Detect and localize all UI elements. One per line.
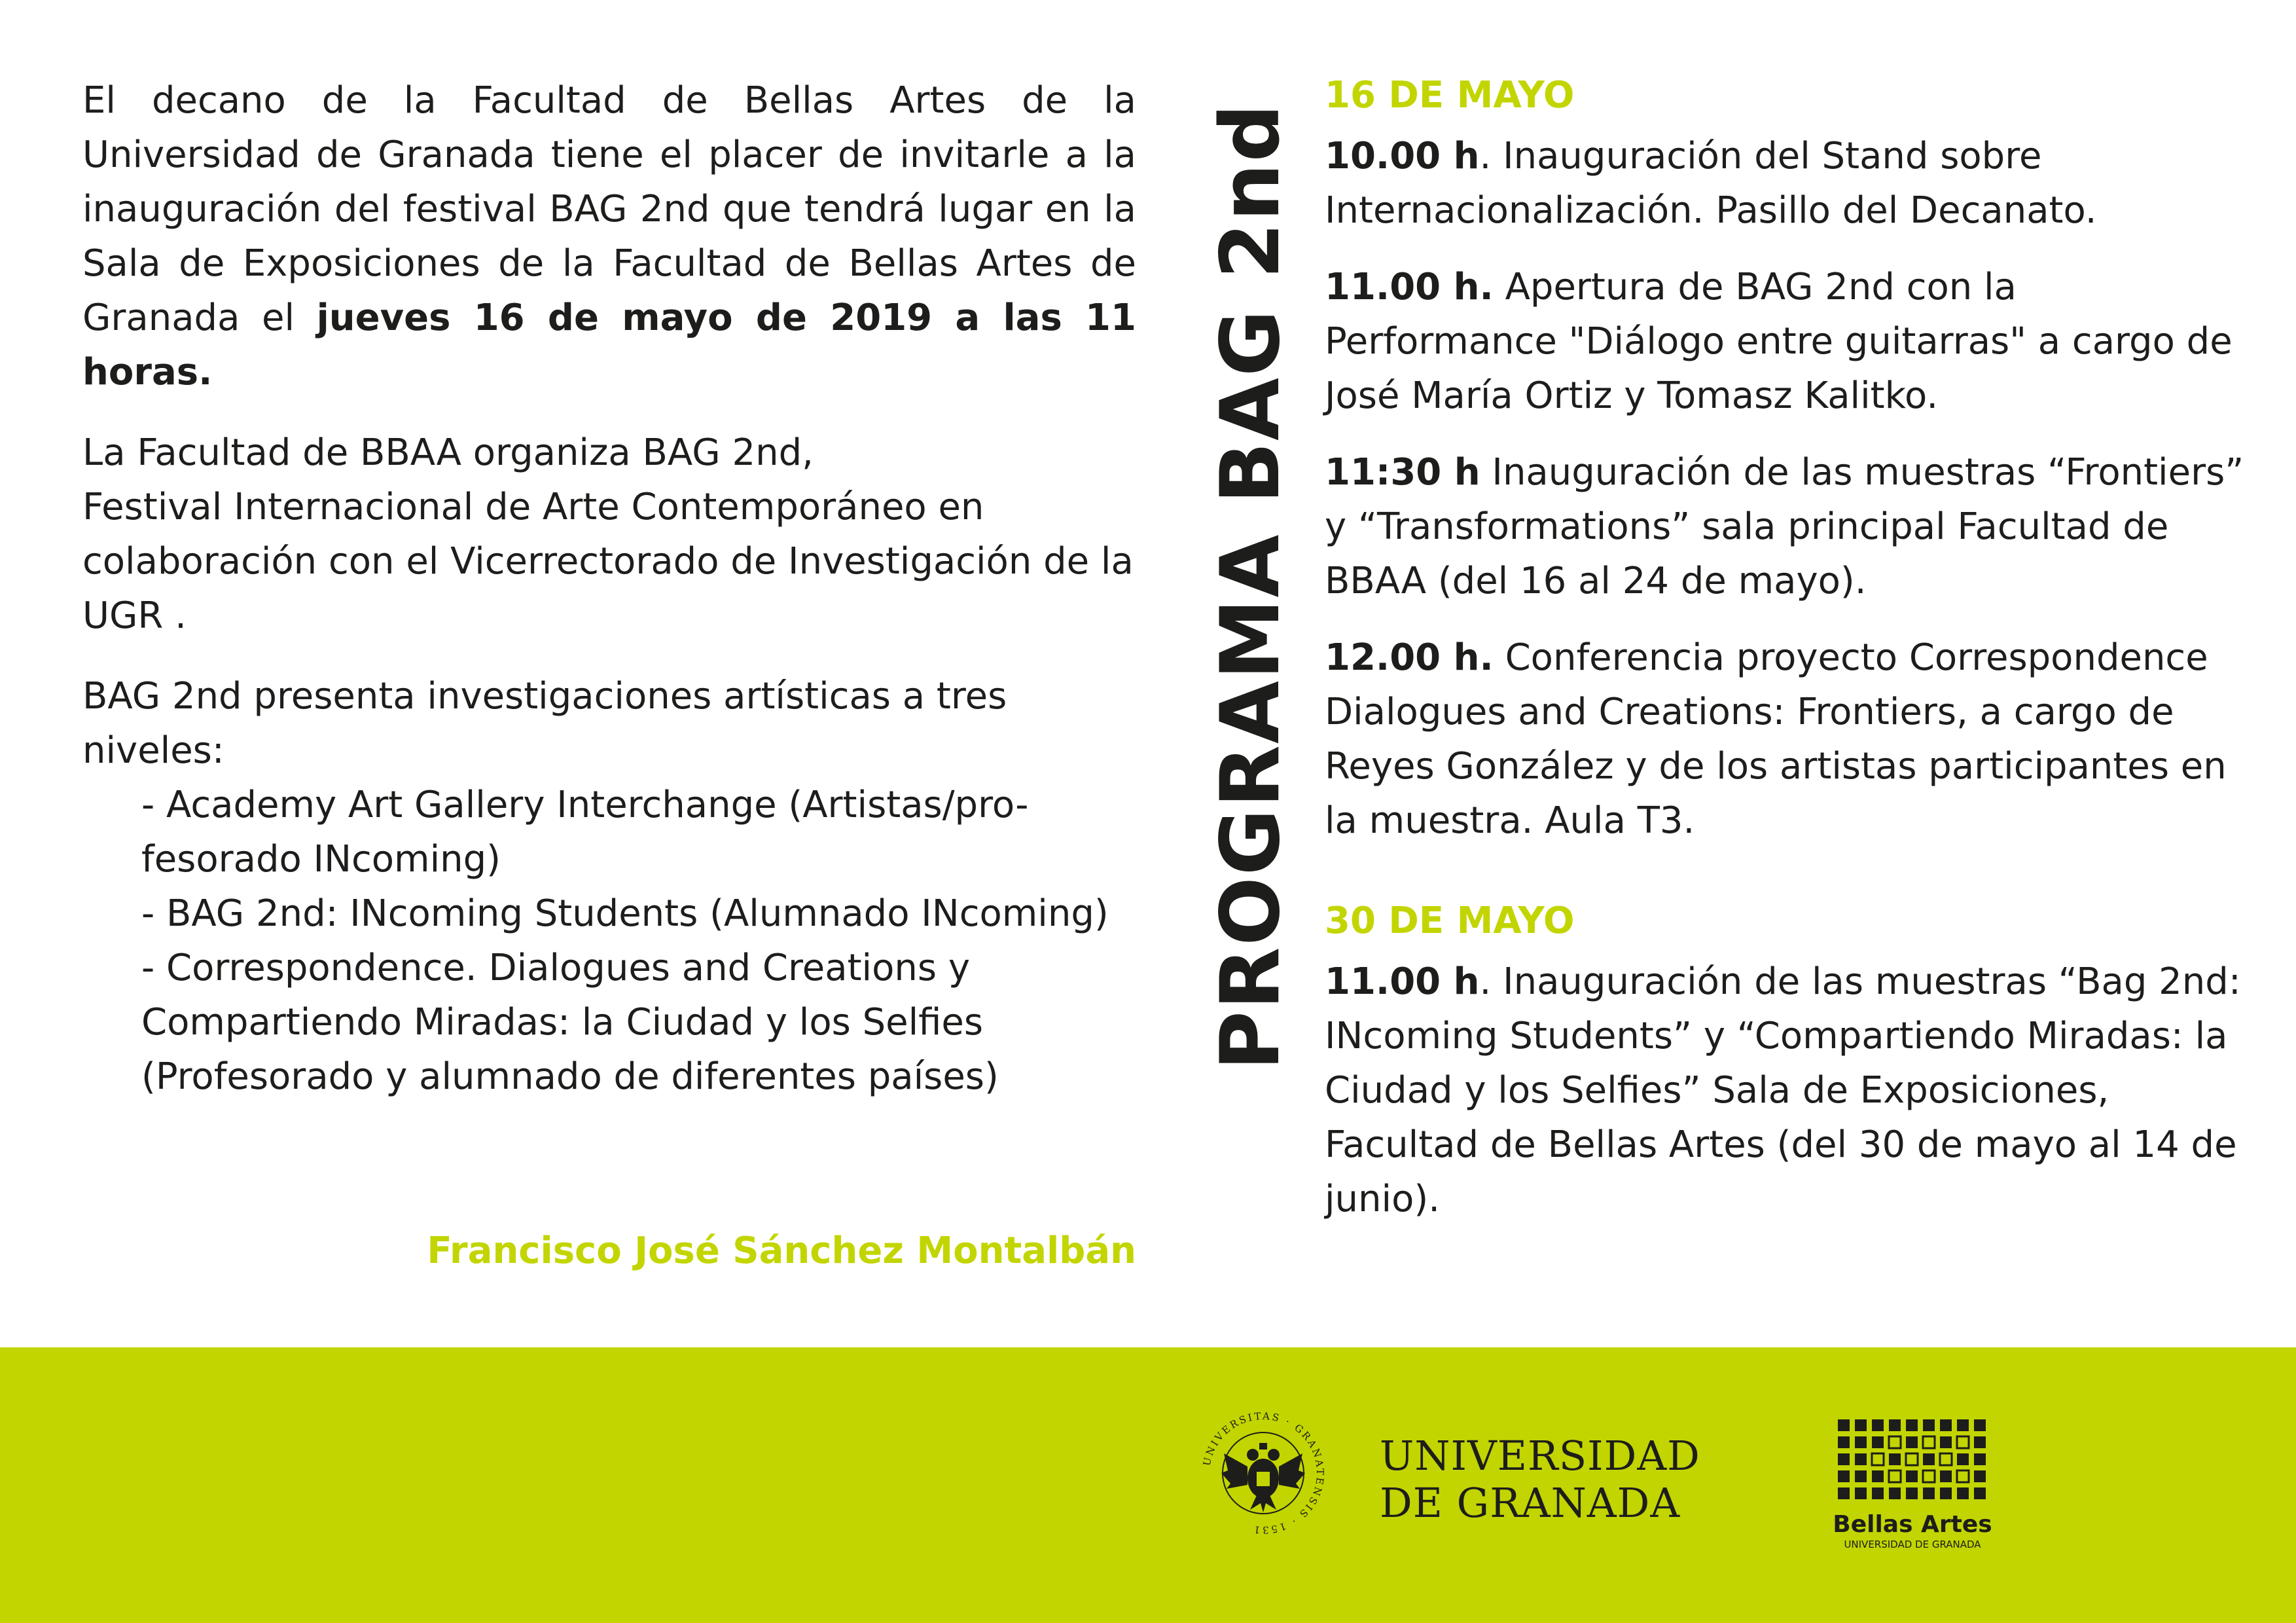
program-schedule bbox=[1325, 68, 2254, 1249]
event-time: 12.00 h. bbox=[1325, 636, 1494, 679]
grid-square bbox=[1957, 1470, 1969, 1482]
grid-square bbox=[1838, 1436, 1850, 1448]
grid-square bbox=[1923, 1487, 1935, 1499]
organizer-line-2: Festival Internacional de Arte Contemporáneo en colaboración con el Vicerrectorado de Investigación de la UGR . bbox=[82, 486, 1134, 637]
grid-square bbox=[1906, 1470, 1918, 1482]
grid-square bbox=[1872, 1419, 1884, 1431]
grid-square bbox=[1940, 1419, 1952, 1431]
event-description: Apertura de BAG 2nd con la Performance "Diálogo entre guitarras" a cargo de José María Ortiz y Tomasz Kalitko. bbox=[1325, 266, 2233, 417]
ugr-logo-text bbox=[1380, 1432, 1700, 1527]
grid-square bbox=[1957, 1453, 1969, 1465]
svg-text:UNIVERSITAS · GRANATENSIS · 15: UNIVERSITAS · GRANATENSIS · 1531 bbox=[1200, 1410, 1327, 1537]
level-item: - BAG 2nd: INcoming Students (Alumnado INcoming) bbox=[141, 892, 1109, 935]
bellas-artes-subtitle: UNIVERSIDAD DE GRANADA bbox=[1844, 1539, 1981, 1550]
grid-square bbox=[1940, 1470, 1952, 1482]
event-time: 10.00 h bbox=[1325, 135, 1480, 177]
program-title: PROGRAMA BAG 2nd bbox=[1204, 102, 1298, 1070]
organizer-line-1: La Facultad de BBAA organiza BAG 2nd, bbox=[82, 431, 814, 474]
date-heading: 16 DE MAYO bbox=[1325, 74, 1575, 117]
levels-list bbox=[82, 778, 1136, 1104]
event-time: 11.00 h bbox=[1325, 960, 1480, 1003]
grid-square bbox=[1855, 1453, 1867, 1465]
grid-square bbox=[1974, 1419, 1986, 1431]
organizer-paragraph bbox=[82, 426, 1136, 643]
grid-square bbox=[1923, 1453, 1935, 1465]
grid-square bbox=[1974, 1470, 1986, 1482]
grid-square bbox=[1974, 1436, 1986, 1448]
invitation-date: jueves 16 de mayo de 2019 a las 11 horas. bbox=[82, 297, 1136, 393]
grid-square bbox=[1855, 1470, 1867, 1482]
bellas-artes-grid-icon bbox=[1833, 1414, 1990, 1512]
level-item: - Academy Art Gallery Interchange (Artistas/pro-fesorado INcoming) bbox=[141, 784, 1029, 881]
levels-intro: BAG 2nd presenta investigaciones artísticas a tres niveles: bbox=[82, 675, 1007, 772]
grid-square bbox=[1940, 1453, 1952, 1465]
grid-square bbox=[1974, 1487, 1986, 1499]
event-time: 11:30 h bbox=[1325, 451, 1480, 494]
grid-square bbox=[1923, 1436, 1935, 1448]
grid-square bbox=[1872, 1470, 1884, 1482]
level-item: - Correspondence. Dialogues and Creations y Compartiendo Miradas: la Ciudad y los Selfies (Profesorado y alumnado de diferentes países) bbox=[141, 947, 999, 1098]
event-description: Inauguración de las muestras “Frontiers” y “Transformations” sala principal Facultad de BBAA (del 16 al 24 de mayo). bbox=[1325, 451, 2244, 602]
grid-square bbox=[1889, 1453, 1901, 1465]
invitation-text bbox=[82, 73, 1136, 1104]
ugr-line-2: DE GRANADA bbox=[1380, 1479, 1681, 1527]
grid-square bbox=[1957, 1436, 1969, 1448]
grid-square bbox=[1855, 1436, 1867, 1448]
grid-square bbox=[1889, 1436, 1901, 1448]
program-event bbox=[1325, 129, 2254, 238]
signature: Francisco José Sánchez Montalbán bbox=[427, 1230, 1136, 1272]
grid-square bbox=[1940, 1487, 1952, 1499]
grid-square bbox=[1838, 1487, 1850, 1499]
event-description: . Inauguración de las muestras “Bag 2nd: INcoming Students” y “Compartiendo Miradas: la Ciudad y los Selfies” Sala de Exposiciones, Facultad de Bellas Artes (del 30 de mayo al 14 de junio). bbox=[1325, 960, 2241, 1220]
grid-square bbox=[1889, 1419, 1901, 1431]
grid-square bbox=[1974, 1453, 1986, 1465]
program-event bbox=[1325, 630, 2254, 848]
ugr-seal-icon bbox=[1198, 1408, 1329, 1539]
grid-square bbox=[1923, 1419, 1935, 1431]
grid-square bbox=[1957, 1487, 1969, 1499]
grid-square bbox=[1889, 1487, 1901, 1499]
grid-square bbox=[1906, 1436, 1918, 1448]
grid-square bbox=[1855, 1419, 1867, 1431]
event-description: Conferencia proyecto Correspondence Dialogues and Creations: Frontiers, a cargo de Reyes González y de los artistas participantes en la muestra. Aula T3. bbox=[1325, 636, 2227, 842]
invitation-paragraph bbox=[82, 73, 1136, 399]
spacer bbox=[1325, 870, 2254, 894]
grid-square bbox=[1838, 1470, 1850, 1482]
program-event bbox=[1325, 260, 2254, 423]
grid-square bbox=[1906, 1419, 1918, 1431]
bellas-artes-name: Bellas Artes bbox=[1833, 1511, 1992, 1538]
grid-square bbox=[1889, 1470, 1901, 1482]
grid-square bbox=[1838, 1419, 1850, 1431]
grid-square bbox=[1872, 1453, 1884, 1465]
event-description: . Inauguración del Stand sobre Internacionalización. Pasillo del Decanato. bbox=[1325, 135, 2097, 232]
event-time: 11.00 h. bbox=[1325, 266, 1494, 308]
program-event bbox=[1325, 955, 2254, 1226]
levels-paragraph bbox=[82, 669, 1136, 1104]
grid-square bbox=[1872, 1487, 1884, 1499]
grid-square bbox=[1923, 1470, 1935, 1482]
date-heading: 30 DE MAYO bbox=[1325, 900, 1575, 942]
grid-square bbox=[1906, 1487, 1918, 1499]
grid-square bbox=[1957, 1419, 1969, 1431]
ugr-line-1: UNIVERSIDAD bbox=[1380, 1432, 1700, 1480]
grid-square bbox=[1855, 1487, 1867, 1499]
grid-square bbox=[1872, 1436, 1884, 1448]
grid-square bbox=[1906, 1453, 1918, 1465]
program-event bbox=[1325, 445, 2254, 608]
grid-square bbox=[1940, 1436, 1952, 1448]
grid-square bbox=[1838, 1453, 1850, 1465]
invitation-body: El decano de la Facultad de Bellas Artes de la Universidad de Granada tiene el placer de invitarle a la inauguración del festival BAG 2nd que tendrá lugar en la Sala de Exposiciones de la Facultad de Bellas Artes de Granada el bbox=[82, 79, 1136, 339]
